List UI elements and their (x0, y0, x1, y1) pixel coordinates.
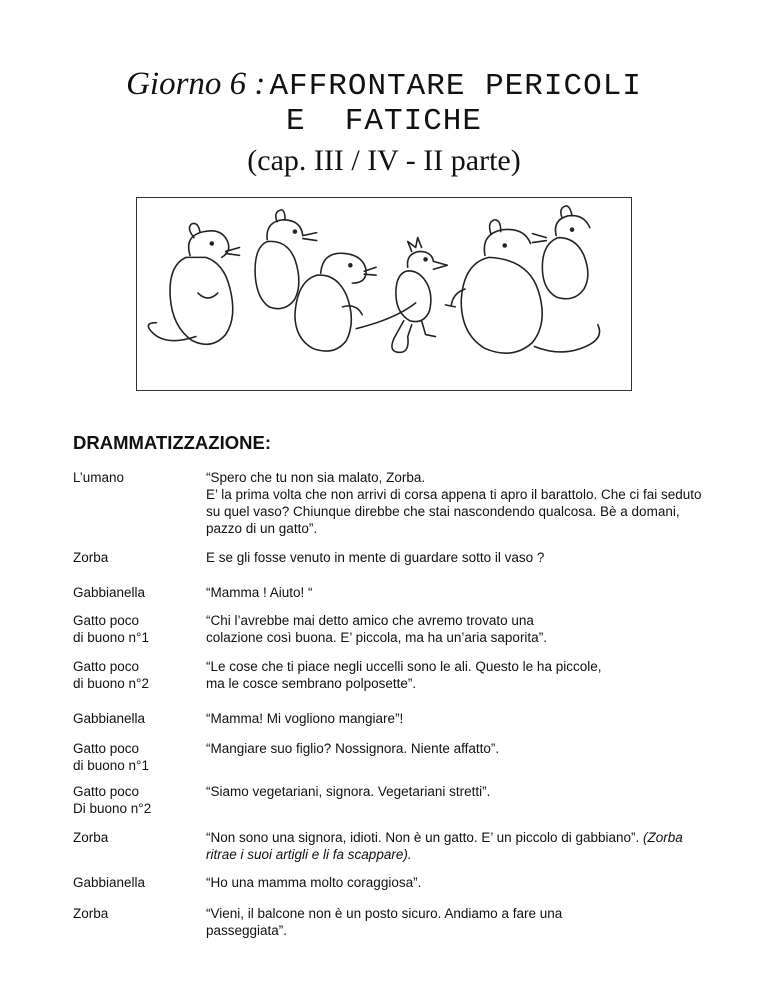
dialogue-text: “Non sono una signora, idioti. Non è un gatto. E’ un piccolo di gabbiano”. (206, 830, 644, 845)
dialogue-line: E se gli fosse venuto in mente di guardare sotto il vaso ? (206, 550, 545, 565)
dialogue-line: “Le cose che ti piace negli uccelli sono le ali. Questo le ha piccole, ma le cosce sembrano polposette”. (206, 659, 602, 691)
stage-direction: (Zorba ritrae i suoi artigli e li fa scappare). (206, 830, 683, 862)
title-prefix: Giorno 6 : (126, 66, 266, 102)
speaker-name: Gabbianella (73, 585, 146, 600)
page-title (0, 66, 768, 104)
dialogue-line: “Vieni, il balcone non è un posto sicuro. Andiamo a fare una passeggiata”. (206, 906, 563, 938)
dialogue-line: “Mamma ! Aiuto! “ (206, 585, 313, 600)
dialogue-line (206, 829, 706, 863)
title-main-line2: E FATICHE (285, 104, 483, 139)
dialogue-line: “Siamo vegetariani, signora. Vegetariani stretti”. (206, 784, 491, 799)
speaker-name: Gabbianella (73, 711, 146, 726)
section-heading: DRAMMATIZZAZIONE: (73, 432, 271, 453)
speaker-name: Gabbianella (73, 875, 146, 890)
dialogue-line: “Ho una mamma molto coraggiosa”. (206, 875, 422, 890)
title-main-line1: AFFRONTARE PERICOLI (269, 69, 642, 104)
speaker-name: Gatto poco di buono n°1 (73, 741, 149, 773)
speaker-name: Gatto poco di buono n°2 (73, 659, 149, 691)
dialogue-line: “Mamma! Mi vogliono mangiare”! (206, 711, 404, 726)
speaker-name: Zorba (73, 906, 109, 921)
speaker-name: Zorba (73, 830, 109, 845)
cats-and-gull-illustration-icon (137, 198, 631, 390)
speaker-name: L’umano (73, 470, 125, 485)
subtitle: (cap. III / IV - II parte) (247, 144, 521, 177)
dialogue-line: “Mangiare suo figlio? Nossignora. Niente affatto”. (206, 741, 500, 756)
speaker-name: Gatto poco Di buono n°2 (73, 784, 152, 816)
illustration-frame (136, 197, 632, 391)
dialogue-line: “Chi l’avrebbe mai detto amico che avremo trovato una colazione così buona. E’ piccola, ma ha un’aria saporita”. (206, 613, 547, 645)
speaker-name: Zorba (73, 550, 109, 565)
dialogue-line: “Spero che tu non sia malato, Zorba. E’ la prima volta che non arrivi di corsa appena ti apro il barattolo. Che ci fai seduto su quel vaso? Chiunque direbbe che stai nascondendo qualcosa. Bè a domani, pazzo di un gatto”. (206, 470, 702, 536)
speaker-name: Gatto poco di buono n°1 (73, 613, 149, 645)
